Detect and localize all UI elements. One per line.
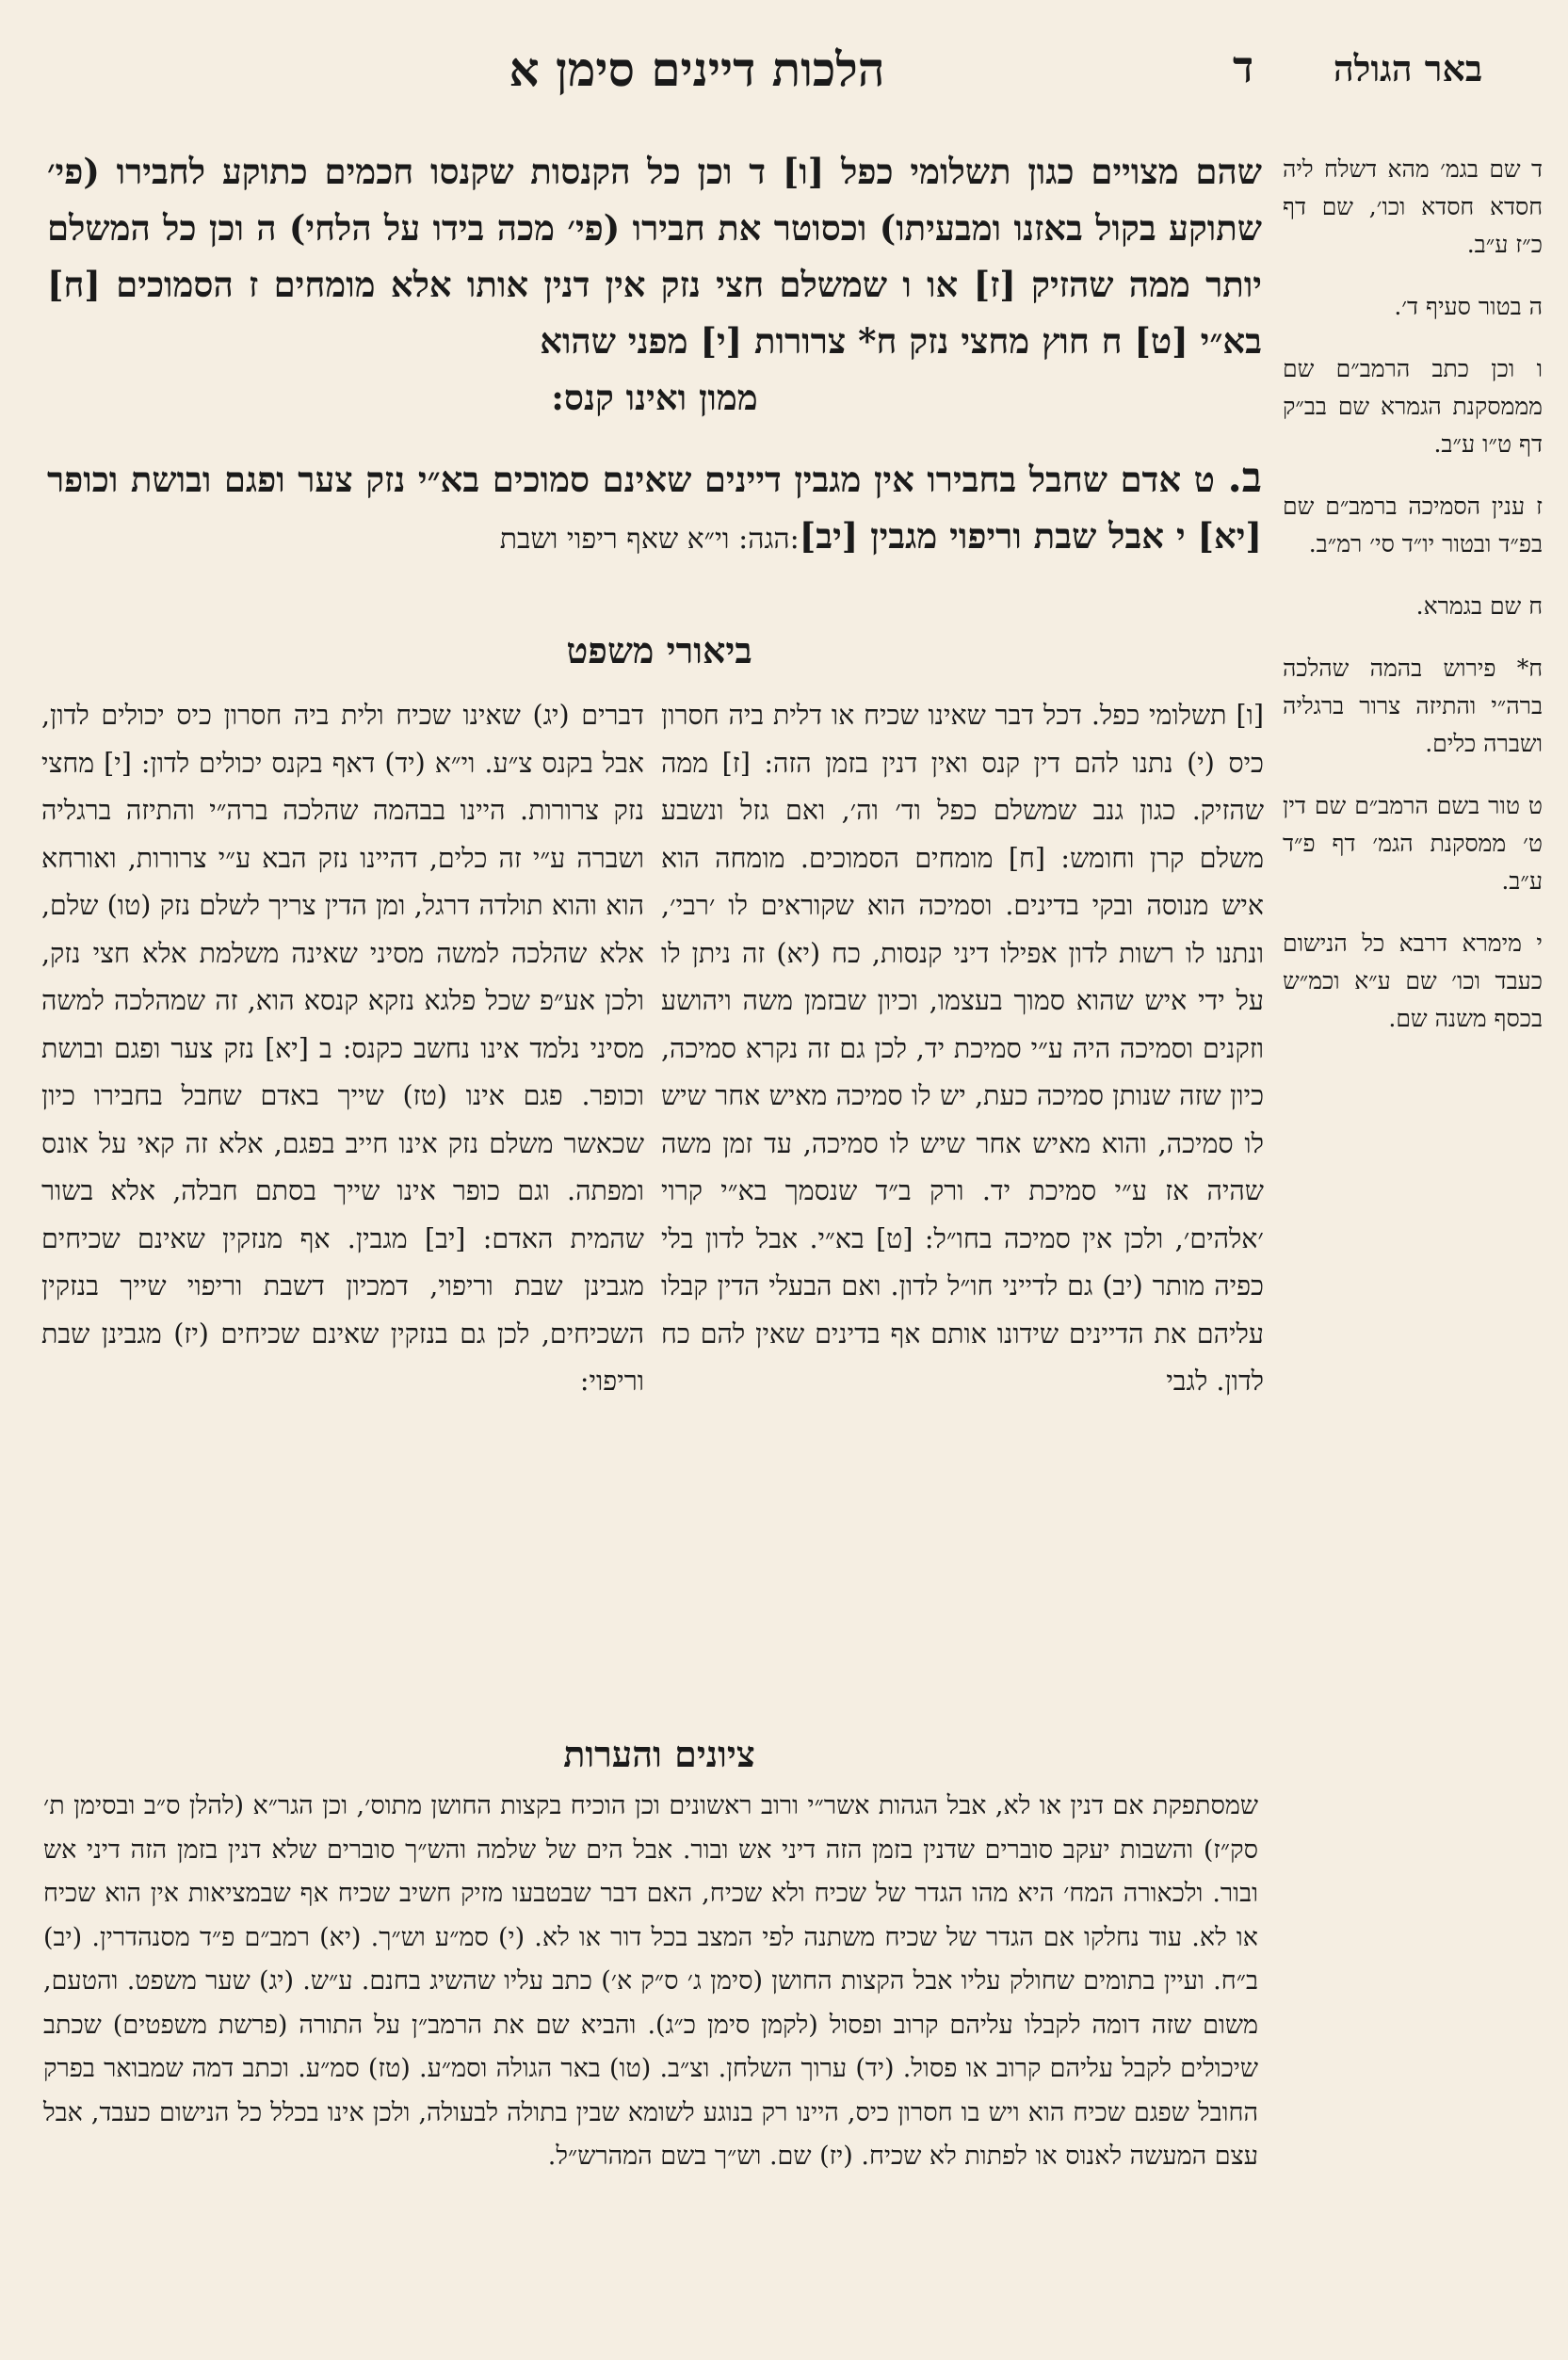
biurei-column-right: [ו] תשלומי כפל. דכל דבר שאינו שכיח או דלית ביה חסרון כיס (י) נתנו להם דין קנס ואין דנין בזמן הזה: [ז] ממה שהזיק. כגון גנב שמשלם כפל וד׳ וה׳, ואם גזל ונשבע משלם קרן וחומש: [ח] מומחים הסמוכים. מומחה הוא איש מנוסה ובקי בדינים. וסמיכה הוא שקוראים לו ׳רבי׳, ונתנו לו רשות לדון אפילו דיני קנסות, כח (יא) זה ניתן לו על ידי איש שהוא סמוך בעצמו, וכיון שבזמן משה ויהושע וזקנים וסמיכה היה ע״י סמיכת יד, לכן גם זה נקרא סמיכה, כיון שזה שנותן סמיכה כעת, יש לו סמיכה מאיש אחר שיש לו סמיכה, והוא מאיש אחר שיש לו סמיכה, עד זמן משה שהיה אז ע״י סמיכת יד. ורק ב״ד שנסמך בא״י קרוי ׳אלהים׳, ולכן אין סמיכה בחו״ל: [ט] בא״י. אבל לדון בלי כפיה מותר (יב) גם לדייני חו״ל לדון. ואם הבעלי הדין קבלו עליהם את הדיינים שידונו אותם אף בדינים שאין להם כח לדון. לגבי [661, 700, 1264, 1397]
tziyunim-text: שמסתפקת אם דנין או לא, אבל הגהות אשר״י ורוב ראשונים וכן הוכיח בקצות החושן מתוס׳, וכן הגר״א (להלן ס״ב ובסימן ת׳ סק״ז) והשבות יעקב סוברים שדנין בזמן הזה דיני אש ובור. אבל הים של שלמה והש״ך סוברים שלא דנין בזמן הזה דיני אש ובור. ולכאורה המח׳ היא מהו הגדר של שכיח ולא שכיח, האם דבר שבטבעו מזיק חשיב שכיח אף שבמציאות אין הוא שכיח או לא. עוד נחלקו אם הגדר של שכיח משתנה לפי המצב בכל דור או לא. (י) סמ״ע וש״ך. (יא) רמב״ם פ״ד מסנהדרין. (יב) ב״ח. ועיין בתומים שחולק עליו אבל הקצות החושן (סימן ג׳ ס״ק א׳) כתב עליו שהשיג בחנם. ע״ש. (יג) שער משפט. והטעם, משום שזה דומה לקבלו עליהם קרוב ופסול (לקמן סימן כ״ג). והביא שם את הרמב״ן על התורה (פרשת משפטים) שכתב שיכולים לקבל עליהם קרוב או פסול. (יד) ערוך השלחן. וצ״ב. (טו) באר הגולה וסמ״ע. (טז) סמ״ע. וכתב דמה שמבואר בפרק החובל שפגם שכיח הוא ויש בו חסרון כיס, היינו רק בנוגע לשומא שבין בתולה לבעולה, ולכן אינו בכלל כל הנישום כעבד, אבל עצם המעשה לאנוס או לפתות לא שכיח. (יז) שם. וש״ך בשם המהרש״ל. [43, 1791, 1258, 2171]
beer-note: י מימרא דרבא כל הנישום כעבד וכו׳ שם ע״א וכמ״ש בכסף משנה שם. [1283, 929, 1543, 1032]
hagah-text: :הגה: וי״א שאף ריפוי ושבת [499, 523, 800, 556]
beer-note: ד שם בגמ׳ מהא דשלח ליה חסדא חסדא וכו׳, שם דף כ״ז ע״ב. [1283, 155, 1543, 258]
main-text [47, 143, 1262, 568]
biurei-mishpat-heading: ביאורי משפט [566, 629, 752, 671]
beer-note: ה בטור סעיף ד׳. [1394, 293, 1543, 320]
beer-note: ט טור בשם הרמב״ם שם דין ט׳ ממסקנת הגמ׳ דף פ״ד ע״ב. [1283, 792, 1543, 895]
tziyunim-heading: ציונים והערות [563, 1733, 755, 1775]
beer-hagolah-column [1283, 151, 1543, 1062]
main-paragraph: שהם מצויים כגון תשלומי כפל [ו] ד וכן כל הקנסות שקנסו חכמים כתוקע לחבירו (פי׳ שתוקע בקול באזנו ומבעיתו) וכסוטר את חבירו (פי׳ מכה בידו על הלחי) ה וכן כל המשלם יותר ממה שהזיק [ז] או ו שמשלם חצי נזק אין דנין אותו אלא מומחים ז הסמוכים [ח] בא״י [ט] ח חוץ מחצי נזק ח* צרורות [י] מפני שהוא [47, 151, 1262, 362]
beer-note: ו וכן כתב הרמב״ם שם מממסקנת הגמרא שם בב״ק דף ט״ו ע״ב. [1283, 355, 1543, 458]
beer-hagolah-heading: באר הגולה [1333, 47, 1483, 89]
page-number: ד [1232, 41, 1254, 92]
main-paragraph-end: ממון ואינו קנס: [551, 377, 758, 418]
beer-note: ח שם בגמרא. [1415, 592, 1543, 620]
seif-2-text: ט אדם שחבל בחבירו אין מגבין דיינים שאינם סמוכים בא״י נזק צער ופגם ובושת וכופר [יא] י אבל שבת וריפוי מגבין [יב] [47, 459, 1262, 557]
beer-note: ח* פירוש בהמה שהלכה ברה״י והתיזה צרור ברגליה ושברה כלים. [1283, 655, 1543, 757]
seif-2 [47, 450, 1262, 568]
page-title: הלכות דיינים סימן א [509, 41, 885, 97]
biurei-column-left: דברים (יג) שאינו שכיח ולית ביה חסרון כיס יכולים לדון, אבל בקנס צ״ע. וי״א (יד) דאף בקנס יכולים לדון: [י] מחצי נזק צרורות. היינו בבהמה שהלכה ברה״י והתיזה ברגליה ושברה ע״י זה כלים, דהיינו נזק הבא ע״י צרורות, ואורחא הוא והוא תולדה דרגל, ומן הדין צריך לשלם נזק (טו) שלם, אלא שהלכה למשה מסיני שאינה משלמת אלא חצי נזק, ולכן אע״פ שכל פלגא נזקא קנסא הוא, זה שמהלכה למשה מסיני נלמד אינו נחשב כקנס: ב [יא] נזק צער ופגם ובושת וכופר. פגם אינו (טז) שייך באדם שחבל בחבירו כיון שכאשר משלם נזק אינו חייב בפגם, אלא זה קאי על אונס ומפתה. וגם כופר אינו שייך בסתם חבלה, אלא בשור שהמית האדם: [יב] מגבין. אף מנזקין שאינם שכיחים מגבינן שבת וריפוי, דמכיון דשבת וריפוי שייך בנזקין השכיחים, לכן גם בנזקין שאינם שכיחים (יז) מגבינן שבת וריפוי: [41, 700, 644, 1397]
seif-letter: ב. [1227, 454, 1262, 502]
beer-note: ז ענין הסמיכה ברמב״ם שם בפ״ד ובטור יו״ד סי׳ רמ״ב. [1283, 493, 1543, 558]
